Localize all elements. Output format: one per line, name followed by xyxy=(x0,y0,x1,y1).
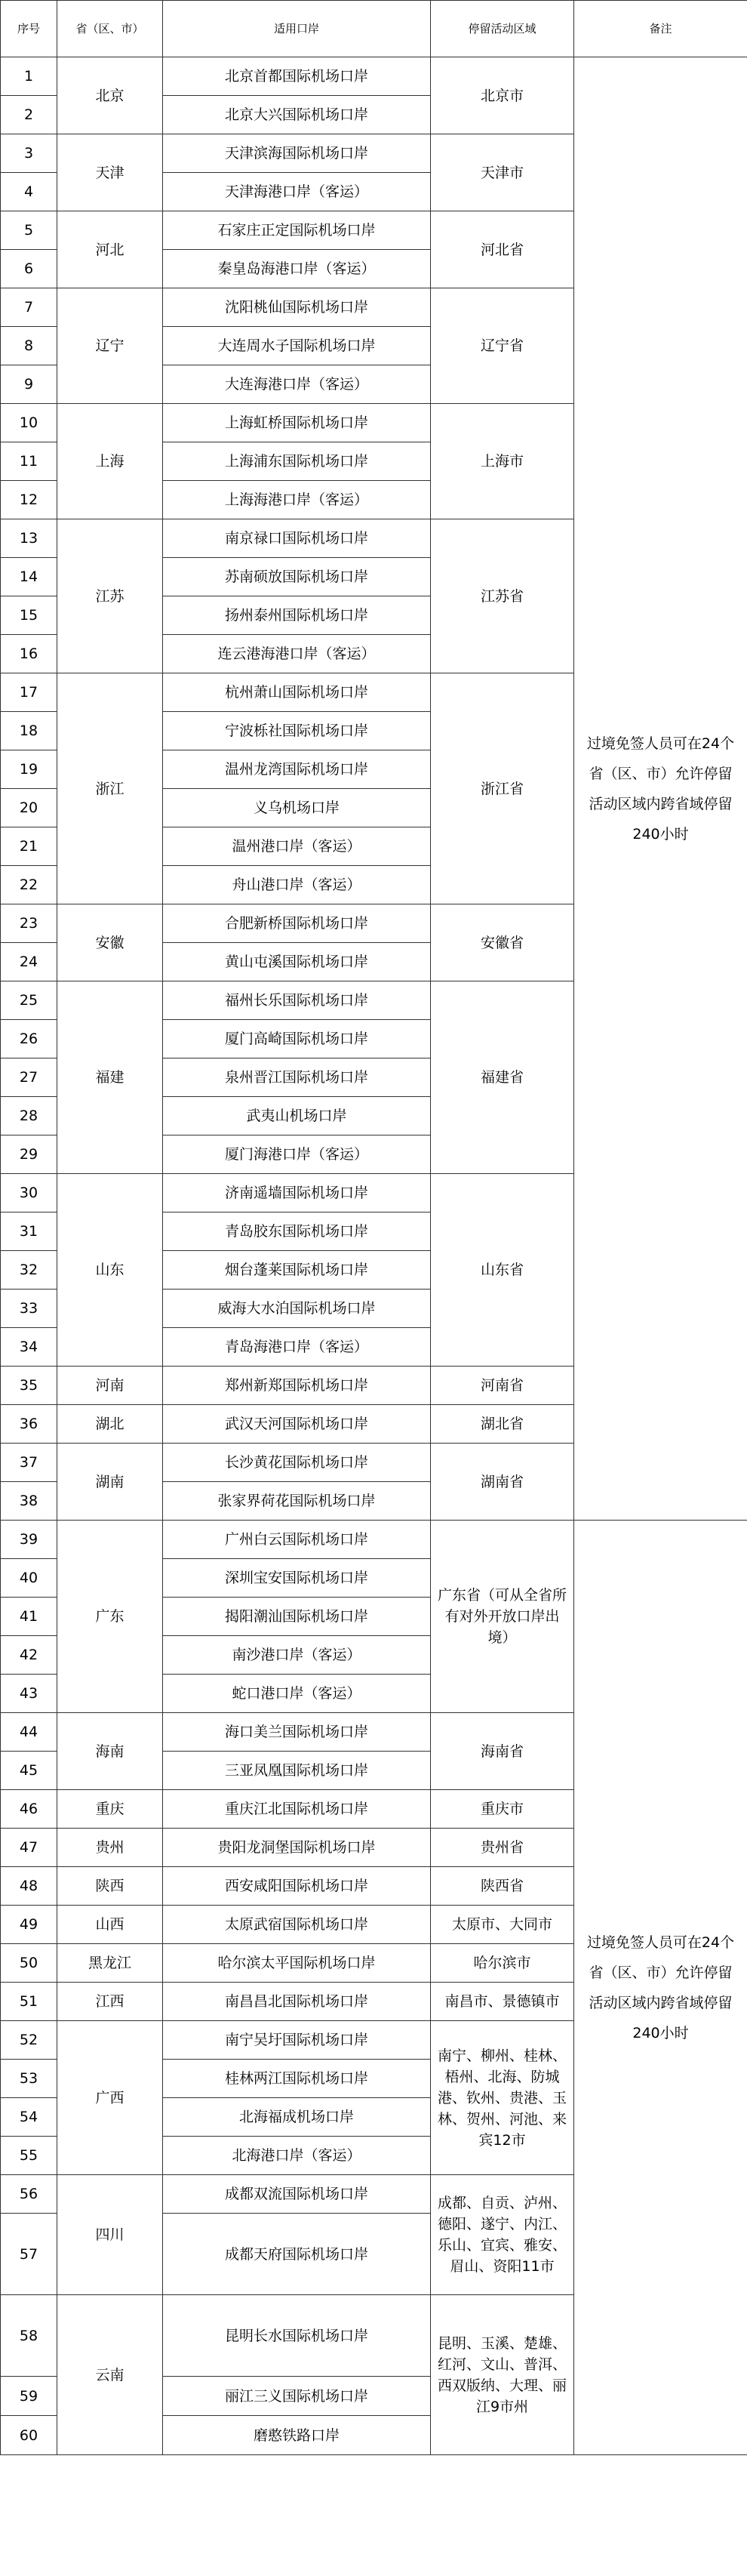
port-cell: 烟台蓬莱国际机场口岸 xyxy=(163,1251,431,1290)
port-cell: 南宁吴圩国际机场口岸 xyxy=(163,2021,431,2060)
port-cell: 蛇口港口岸（客运） xyxy=(163,1675,431,1713)
serial-cell: 57 xyxy=(1,2214,57,2295)
serial-cell: 23 xyxy=(1,904,57,943)
serial-cell: 37 xyxy=(1,1444,57,1482)
header-province: 省（区、市） xyxy=(57,1,163,57)
serial-cell: 52 xyxy=(1,2021,57,2060)
serial-cell: 36 xyxy=(1,1405,57,1444)
serial-cell: 5 xyxy=(1,211,57,250)
serial-cell: 15 xyxy=(1,596,57,635)
serial-cell: 46 xyxy=(1,1790,57,1829)
port-cell: 济南遥墙国际机场口岸 xyxy=(163,1174,431,1213)
port-cell: 成都双流国际机场口岸 xyxy=(163,2175,431,2214)
serial-cell: 42 xyxy=(1,1636,57,1675)
port-cell: 威海大水泊国际机场口岸 xyxy=(163,1290,431,1328)
stay-area-cell: 昆明、玉溪、楚雄、红河、文山、普洱、西双版纳、大理、丽江9市州 xyxy=(431,2295,574,2455)
port-cell: 泉州晋江国际机场口岸 xyxy=(163,1058,431,1097)
serial-cell: 38 xyxy=(1,1482,57,1521)
serial-cell: 8 xyxy=(1,327,57,365)
serial-cell: 40 xyxy=(1,1559,57,1598)
stay-area-cell: 南宁、柳州、桂林、梧州、北海、防城港、钦州、贵港、玉林、贺州、河池、来宾12市 xyxy=(431,2021,574,2175)
port-cell: 合肥新桥国际机场口岸 xyxy=(163,904,431,943)
port-cell: 福州长乐国际机场口岸 xyxy=(163,981,431,1020)
serial-cell: 16 xyxy=(1,635,57,673)
serial-cell: 45 xyxy=(1,1752,57,1790)
port-cell: 哈尔滨太平国际机场口岸 xyxy=(163,1944,431,1983)
header-area: 停留活动区域 xyxy=(431,1,574,57)
province-cell: 山东 xyxy=(57,1174,163,1367)
serial-cell: 56 xyxy=(1,2175,57,2214)
province-cell: 河北 xyxy=(57,211,163,288)
province-cell: 湖北 xyxy=(57,1405,163,1444)
stay-area-cell: 海南省 xyxy=(431,1713,574,1790)
stay-area-cell: 哈尔滨市 xyxy=(431,1944,574,1983)
serial-cell: 1 xyxy=(1,57,57,96)
serial-cell: 48 xyxy=(1,1867,57,1906)
stay-area-cell: 河北省 xyxy=(431,211,574,288)
port-cell: 舟山港口岸（客运） xyxy=(163,866,431,904)
port-cell: 揭阳潮汕国际机场口岸 xyxy=(163,1598,431,1636)
port-cell: 西安咸阳国际机场口岸 xyxy=(163,1867,431,1906)
port-cell: 张家界荷花国际机场口岸 xyxy=(163,1482,431,1521)
serial-cell: 44 xyxy=(1,1713,57,1752)
stay-area-cell: 湖北省 xyxy=(431,1405,574,1444)
province-cell: 广东 xyxy=(57,1521,163,1713)
serial-cell: 11 xyxy=(1,442,57,481)
stay-area-cell: 陕西省 xyxy=(431,1867,574,1906)
port-cell: 苏南硕放国际机场口岸 xyxy=(163,558,431,596)
serial-cell: 33 xyxy=(1,1290,57,1328)
serial-cell: 35 xyxy=(1,1367,57,1405)
port-cell: 沈阳桃仙国际机场口岸 xyxy=(163,288,431,327)
stay-area-cell: 贵州省 xyxy=(431,1829,574,1867)
serial-cell: 54 xyxy=(1,2098,57,2137)
port-cell: 南沙港口岸（客运） xyxy=(163,1636,431,1675)
stay-area-cell: 天津市 xyxy=(431,134,574,211)
note-cell: 过境免签人员可在24个省（区、市）允许停留活动区域内跨省域停留240小时 xyxy=(574,1521,747,2455)
stay-area-cell: 广东省（可从全省所有对外开放口岸出境） xyxy=(431,1521,574,1713)
port-cell: 青岛胶东国际机场口岸 xyxy=(163,1213,431,1251)
serial-cell: 34 xyxy=(1,1328,57,1367)
province-cell: 江西 xyxy=(57,1983,163,2021)
serial-cell: 51 xyxy=(1,1983,57,2021)
province-cell: 天津 xyxy=(57,134,163,211)
table-header-row xyxy=(1,1,747,57)
serial-cell: 49 xyxy=(1,1906,57,1944)
serial-cell: 53 xyxy=(1,2060,57,2098)
serial-cell: 21 xyxy=(1,827,57,866)
header-note: 备注 xyxy=(574,1,747,57)
stay-area-cell: 南昌市、景德镇市 xyxy=(431,1983,574,2021)
serial-cell: 18 xyxy=(1,712,57,750)
province-cell: 重庆 xyxy=(57,1790,163,1829)
port-cell: 大连海港口岸（客运） xyxy=(163,365,431,404)
stay-area-cell: 上海市 xyxy=(431,404,574,519)
province-cell: 云南 xyxy=(57,2295,163,2455)
province-cell: 贵州 xyxy=(57,1829,163,1867)
serial-cell: 6 xyxy=(1,250,57,288)
serial-cell: 2 xyxy=(1,96,57,134)
port-cell: 海口美兰国际机场口岸 xyxy=(163,1713,431,1752)
port-cell: 厦门高崎国际机场口岸 xyxy=(163,1020,431,1058)
serial-cell: 50 xyxy=(1,1944,57,1983)
port-cell: 南京禄口国际机场口岸 xyxy=(163,519,431,558)
province-cell: 陕西 xyxy=(57,1867,163,1906)
serial-cell: 4 xyxy=(1,173,57,211)
port-cell: 上海浦东国际机场口岸 xyxy=(163,442,431,481)
serial-cell: 3 xyxy=(1,134,57,173)
serial-cell: 55 xyxy=(1,2137,57,2175)
serial-cell: 60 xyxy=(1,2416,57,2455)
province-cell: 江苏 xyxy=(57,519,163,673)
port-cell: 大连周水子国际机场口岸 xyxy=(163,327,431,365)
port-cell: 成都天府国际机场口岸 xyxy=(163,2214,431,2295)
stay-area-cell: 重庆市 xyxy=(431,1790,574,1829)
province-cell: 辽宁 xyxy=(57,288,163,404)
province-cell: 海南 xyxy=(57,1713,163,1790)
province-cell: 湖南 xyxy=(57,1444,163,1521)
port-cell: 北京大兴国际机场口岸 xyxy=(163,96,431,134)
serial-cell: 30 xyxy=(1,1174,57,1213)
province-cell: 四川 xyxy=(57,2175,163,2295)
port-cell: 宁波栎社国际机场口岸 xyxy=(163,712,431,750)
header-serial: 序号 xyxy=(1,1,57,57)
port-cell: 广州白云国际机场口岸 xyxy=(163,1521,431,1559)
serial-cell: 17 xyxy=(1,673,57,712)
port-cell: 天津滨海国际机场口岸 xyxy=(163,134,431,173)
serial-cell: 26 xyxy=(1,1020,57,1058)
port-cell: 武汉天河国际机场口岸 xyxy=(163,1405,431,1444)
port-cell: 上海海港口岸（客运） xyxy=(163,481,431,519)
province-cell: 广西 xyxy=(57,2021,163,2175)
port-cell: 厦门海港口岸（客运） xyxy=(163,1135,431,1174)
port-cell: 长沙黄花国际机场口岸 xyxy=(163,1444,431,1482)
serial-cell: 59 xyxy=(1,2377,57,2416)
port-cell: 昆明长水国际机场口岸 xyxy=(163,2295,431,2377)
stay-area-cell: 江苏省 xyxy=(431,519,574,673)
serial-cell: 39 xyxy=(1,1521,57,1559)
serial-cell: 27 xyxy=(1,1058,57,1097)
port-cell: 贵阳龙洞堡国际机场口岸 xyxy=(163,1829,431,1867)
stay-area-cell: 安徽省 xyxy=(431,904,574,981)
port-cell: 石家庄正定国际机场口岸 xyxy=(163,211,431,250)
port-cell: 天津海港口岸（客运） xyxy=(163,173,431,211)
serial-cell: 20 xyxy=(1,789,57,827)
port-cell: 扬州泰州国际机场口岸 xyxy=(163,596,431,635)
stay-area-cell: 北京市 xyxy=(431,57,574,134)
province-cell: 福建 xyxy=(57,981,163,1174)
header-port: 适用口岸 xyxy=(163,1,431,57)
port-cell: 北海港口岸（客运） xyxy=(163,2137,431,2175)
port-cell: 桂林两江国际机场口岸 xyxy=(163,2060,431,2098)
stay-area-cell: 太原市、大同市 xyxy=(431,1906,574,1944)
serial-cell: 14 xyxy=(1,558,57,596)
stay-area-cell: 山东省 xyxy=(431,1174,574,1367)
stay-area-cell: 成都、自贡、泸州、德阳、遂宁、内江、乐山、宜宾、雅安、眉山、资阳11市 xyxy=(431,2175,574,2295)
port-cell: 连云港海港口岸（客运） xyxy=(163,635,431,673)
serial-cell: 43 xyxy=(1,1675,57,1713)
port-cell: 三亚凤凰国际机场口岸 xyxy=(163,1752,431,1790)
table-row xyxy=(1,57,747,96)
province-cell: 北京 xyxy=(57,57,163,134)
serial-cell: 31 xyxy=(1,1213,57,1251)
serial-cell: 24 xyxy=(1,943,57,981)
province-cell: 河南 xyxy=(57,1367,163,1405)
serial-cell: 19 xyxy=(1,750,57,789)
serial-cell: 9 xyxy=(1,365,57,404)
serial-cell: 41 xyxy=(1,1598,57,1636)
serial-cell: 58 xyxy=(1,2295,57,2377)
stay-area-cell: 河南省 xyxy=(431,1367,574,1405)
port-cell: 北京首都国际机场口岸 xyxy=(163,57,431,96)
port-cell: 青岛海港口岸（客运） xyxy=(163,1328,431,1367)
stay-area-cell: 辽宁省 xyxy=(431,288,574,404)
port-cell: 磨憨铁路口岸 xyxy=(163,2416,431,2455)
port-cell: 秦皇岛海港口岸（客运） xyxy=(163,250,431,288)
stay-area-cell: 湖南省 xyxy=(431,1444,574,1521)
province-cell: 黑龙江 xyxy=(57,1944,163,1983)
province-cell: 安徽 xyxy=(57,904,163,981)
serial-cell: 22 xyxy=(1,866,57,904)
port-cell: 上海虹桥国际机场口岸 xyxy=(163,404,431,442)
port-cell: 义乌机场口岸 xyxy=(163,789,431,827)
province-cell: 浙江 xyxy=(57,673,163,904)
serial-cell: 12 xyxy=(1,481,57,519)
port-cell: 黄山屯溪国际机场口岸 xyxy=(163,943,431,981)
port-cell: 武夷山机场口岸 xyxy=(163,1097,431,1135)
province-cell: 山西 xyxy=(57,1906,163,1944)
note-cell: 过境免签人员可在24个省（区、市）允许停留活动区域内跨省域停留240小时 xyxy=(574,57,747,1521)
port-cell: 太原武宿国际机场口岸 xyxy=(163,1906,431,1944)
serial-cell: 29 xyxy=(1,1135,57,1174)
port-cell: 温州龙湾国际机场口岸 xyxy=(163,750,431,789)
port-cell: 北海福成机场口岸 xyxy=(163,2098,431,2137)
serial-cell: 25 xyxy=(1,981,57,1020)
port-cell: 南昌昌北国际机场口岸 xyxy=(163,1983,431,2021)
port-cell: 丽江三义国际机场口岸 xyxy=(163,2377,431,2416)
serial-cell: 32 xyxy=(1,1251,57,1290)
port-cell: 郑州新郑国际机场口岸 xyxy=(163,1367,431,1405)
stay-area-cell: 浙江省 xyxy=(431,673,574,904)
port-cell: 深圳宝安国际机场口岸 xyxy=(163,1559,431,1598)
stay-area-cell: 福建省 xyxy=(431,981,574,1174)
port-cell: 重庆江北国际机场口岸 xyxy=(163,1790,431,1829)
serial-cell: 10 xyxy=(1,404,57,442)
serial-cell: 47 xyxy=(1,1829,57,1867)
table-row xyxy=(1,1521,747,1559)
port-cell: 温州港口岸（客运） xyxy=(163,827,431,866)
serial-cell: 13 xyxy=(1,519,57,558)
province-cell: 上海 xyxy=(57,404,163,519)
port-cell: 杭州萧山国际机场口岸 xyxy=(163,673,431,712)
serial-cell: 7 xyxy=(1,288,57,327)
serial-cell: 28 xyxy=(1,1097,57,1135)
